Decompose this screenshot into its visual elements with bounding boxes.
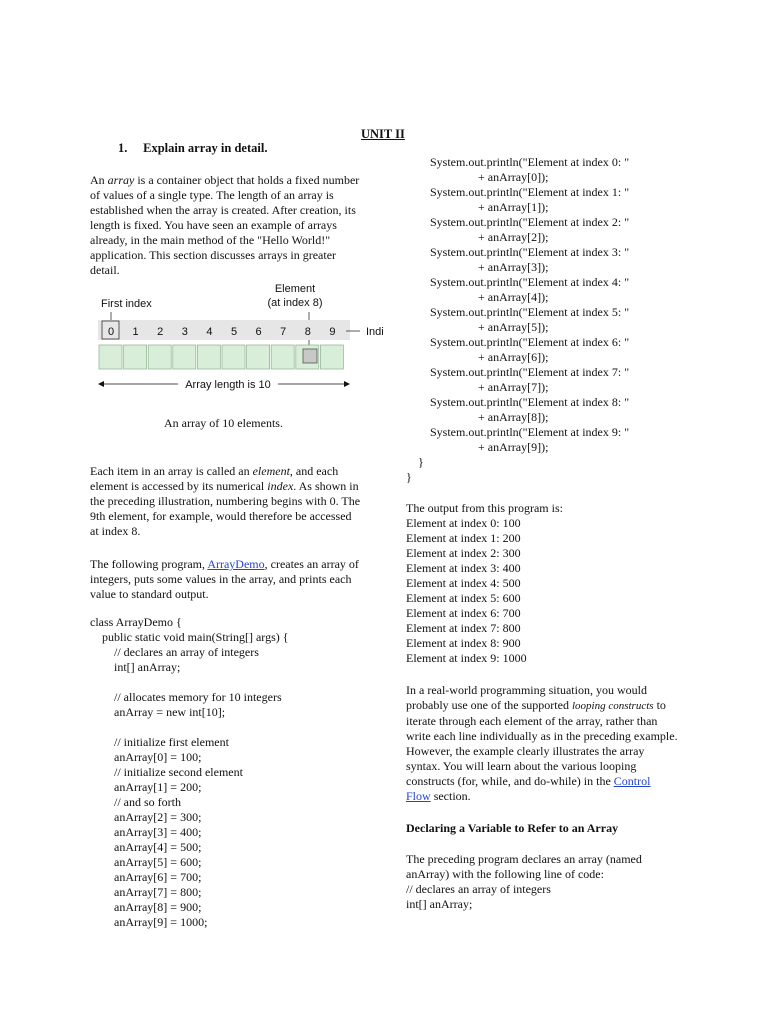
index-label: 1 [132, 326, 139, 338]
code-line: System.out.println("Element at index 7: " [406, 365, 630, 379]
array-cell [271, 345, 294, 369]
index-label: 4 [206, 326, 213, 338]
intro-term-array: array [107, 173, 135, 187]
code-line [90, 720, 289, 735]
question-text: Explain array in detail. [143, 141, 268, 155]
code-line: System.out.println("Element at index 9: " [406, 425, 630, 439]
declaring-code-comment: // declares an array of integers [406, 882, 551, 896]
page-title: UNIT II [361, 127, 405, 141]
code-line: + anArray[6]); [406, 350, 549, 364]
code-block-right [406, 155, 629, 485]
program-text-start: The following program, [90, 557, 208, 571]
output-line: Element at index 2: 300 [406, 546, 521, 560]
code-line: System.out.println("Element at index 2: " [406, 215, 630, 229]
output-line: Element at index 4: 500 [406, 576, 521, 590]
index-label: 9 [329, 326, 336, 338]
realworld-text-middle: to iterate through each element of the array, rather than write each line individually as in the preceding example. However, the example clearly illustrates the array syntax. You will learn about the various looping constructs (for, while, and do-while) in the [406, 698, 678, 788]
array-length-label: Array length is 10 [185, 379, 271, 391]
term-element: element [252, 464, 290, 478]
code-line: System.out.println("Element at index 0: " [406, 155, 630, 169]
code-block-left [90, 615, 289, 930]
code-line: int[] anArray; [90, 660, 181, 674]
code-line: System.out.println("Element at index 8: " [406, 395, 630, 409]
length-arrowhead-right [344, 381, 350, 387]
output-line: Element at index 9: 1000 [406, 651, 527, 665]
indices-label: Indi [366, 326, 384, 338]
code-line: anArray[7] = 800; [90, 885, 202, 899]
program-text-end: , creates an array of integers, puts some values in the array, and prints each value to standard output. [90, 557, 359, 601]
code-line: anArray[6] = 700; [90, 870, 202, 884]
index-label: 8 [304, 326, 311, 338]
arraydemo-link[interactable]: ArrayDemo [207, 557, 265, 571]
first-index-label: First index [101, 298, 152, 310]
array-cell [124, 345, 147, 369]
array-cell [99, 345, 122, 369]
code-line: System.out.println("Element at index 6: " [406, 335, 630, 349]
output-line: Element at index 8: 900 [406, 636, 521, 650]
length-arrowhead-left [98, 381, 104, 387]
index-label: 6 [255, 326, 262, 338]
code-line: + anArray[5]); [406, 320, 549, 334]
code-line: System.out.println("Element at index 1: " [406, 185, 630, 199]
output-line: Element at index 1: 200 [406, 531, 521, 545]
code-line: anArray = new int[10]; [90, 705, 226, 719]
declaring-paragraph: The preceding program declares an array (named anArray) with the following line of code: [406, 852, 642, 881]
code-line: System.out.println("Element at index 3: " [406, 245, 630, 259]
element-paragraph [90, 464, 362, 539]
code-line: anArray[2] = 300; [90, 810, 202, 824]
code-line: anArray[5] = 600; [90, 855, 202, 869]
index-label: 7 [280, 326, 287, 338]
output-line: Element at index 6: 700 [406, 606, 521, 620]
intro-text-rest: is a container object that holds a fixed number of values of a single type. The length of an array is established when the array is created. After creation, its length is fixed. You have seen an example of arrays already, in the main method of the "Hello World!" application. This section discusses arrays in greater detail. [90, 173, 360, 277]
code-line: + anArray[2]); [406, 230, 549, 244]
output-line: Element at index 7: 800 [406, 621, 521, 635]
code-line: + anArray[4]); [406, 290, 549, 304]
realworld-paragraph [406, 683, 678, 804]
question-number: 1. [118, 141, 128, 155]
code-line: } [406, 455, 424, 469]
output-line: Element at index 3: 400 [406, 561, 521, 575]
code-line: + anArray[1]); [406, 200, 549, 214]
element-label-line1: Element [274, 283, 316, 295]
element-text-middle: , and each element is accessed by its numerical [90, 464, 339, 493]
code-line: anArray[0] = 100; [90, 750, 202, 764]
code-line: System.out.println("Element at index 4: " [406, 275, 630, 289]
declaring-heading: Declaring a Variable to Refer to an Array [406, 821, 619, 835]
code-line [90, 675, 289, 690]
code-line: + anArray[0]); [406, 170, 549, 184]
element-label-line2: (at index 8) [267, 297, 323, 309]
index-label: 3 [181, 326, 188, 338]
index-label: 5 [230, 326, 238, 338]
intro-paragraph [90, 173, 362, 278]
array-cell [197, 345, 220, 369]
code-line: class ArrayDemo { [90, 615, 182, 629]
question-heading [118, 141, 267, 156]
output-line: Element at index 5: 600 [406, 591, 521, 605]
code-line: // allocates memory for 10 integers [90, 690, 282, 704]
code-line: anArray[8] = 900; [90, 900, 202, 914]
term-index: index [267, 479, 294, 493]
code-line: } [406, 470, 412, 484]
element-text-start: Each item in an array is called an [90, 464, 253, 478]
code-line: anArray[4] = 500; [90, 840, 202, 854]
code-line: anArray[9] = 1000; [90, 915, 208, 929]
array-cell [148, 345, 171, 369]
code-line: + anArray[9]); [406, 440, 549, 454]
code-line: + anArray[7]); [406, 380, 549, 394]
control-flow-link[interactable]: Control Flow [406, 774, 651, 803]
output-line: Element at index 0: 100 [406, 516, 521, 530]
code-line: anArray[1] = 200; [90, 780, 202, 794]
array-cell [173, 345, 196, 369]
array-cell [222, 345, 245, 369]
realworld-text-start: In a real-world programming situation, you would probably use one of the supported [406, 683, 647, 712]
code-line: anArray[3] = 400; [90, 825, 202, 839]
index-label: 2 [157, 326, 164, 338]
code-line: // declares an array of integers [90, 645, 259, 659]
realworld-text-end: section. [430, 789, 471, 803]
code-line: + anArray[8]); [406, 410, 549, 424]
code-line: System.out.println("Element at index 5: " [406, 305, 630, 319]
code-line: // and so forth [90, 795, 181, 809]
array-cell [320, 345, 343, 369]
array-figure [90, 280, 390, 398]
declaring-code-line: int[] anArray; [406, 897, 473, 911]
array-cell [247, 345, 270, 369]
figure-caption: An array of 10 elements. [164, 416, 283, 430]
term-looping-constructs: looping constructs [571, 700, 654, 712]
code-line: + anArray[3]); [406, 260, 549, 274]
intro-text-start: An [90, 173, 108, 187]
program-paragraph [90, 557, 362, 602]
code-line: public static void main(String[] args) { [90, 630, 289, 644]
highlighted-element [303, 349, 317, 363]
code-line: // initialize first element [90, 735, 229, 749]
output-list [406, 516, 678, 666]
index-label: 0 [107, 326, 115, 338]
output-intro: The output from this program is: [406, 501, 563, 515]
element-text-end: . As shown in the preceding illustration, numbering begins with 0. The 9th element, for example, would therefore be accessed at index 8. [90, 479, 361, 538]
code-line: // initialize second element [90, 765, 243, 779]
